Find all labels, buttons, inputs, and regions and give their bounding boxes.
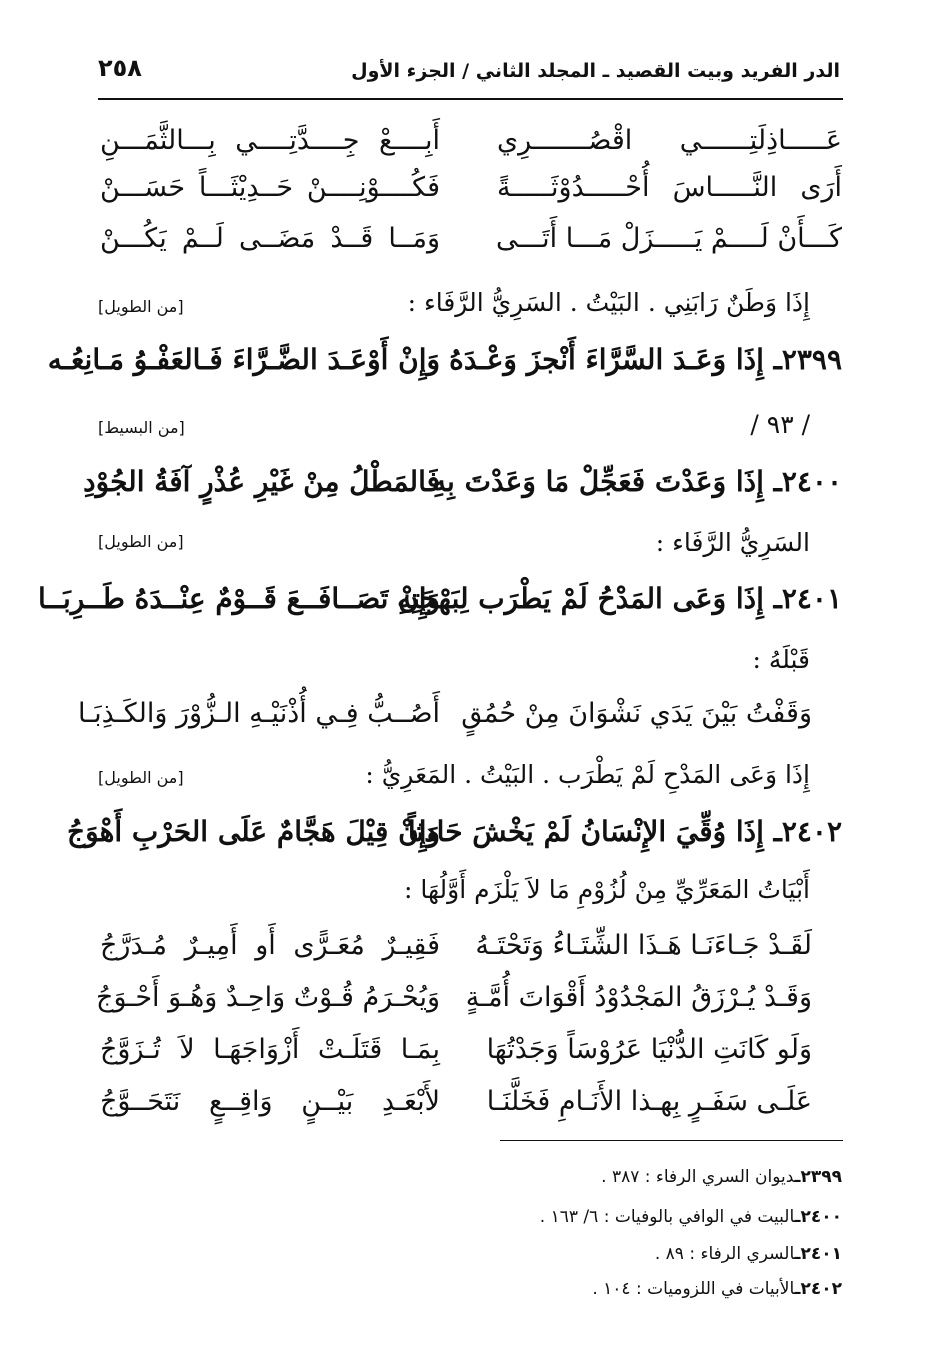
verse-right-hemistich: عَلَـى سَفَـرٍ بِهـذا الأَنَـامِ فَخَلَّنَـا — [486, 1086, 812, 1117]
intro-text: السَرِيُّ الرَّفَاء : — [655, 528, 810, 557]
verse-left-hemistich: وَإِنْ تَصَــافَــعَ قَــوْمٌ عِنْــدَهُ طَــرِبَــا — [38, 582, 440, 615]
footnote — [540, 1207, 842, 1227]
verse-left-hemistich: وَمَــا قَــدْ مَضَــى لَــمْ يَكُـــنْ — [100, 223, 440, 254]
verse-right-hemistich: لَقَـدْ جَـاءَنَـا هَـذَا الشِّتَـاءُ وَتَحْتَـهُ — [475, 930, 812, 961]
running-header-title: الدر الفريد وبيت القصيد ـ المجلد الثاني / الجزء الأول — [351, 60, 840, 82]
footnote — [601, 1167, 842, 1187]
footnote-divider — [500, 1140, 843, 1141]
page-number: ٢٥٨ — [98, 54, 142, 82]
verse-left-hemistich: أَبِــــعْ جِــــدَّتِــــي بِـــالثَّمَـــنِ — [100, 125, 440, 156]
verse-left-hemistich: فَكُــــوْنِــــنْ حَــدِيْثَـــاً حَسَـــنْ — [100, 172, 440, 203]
verse-left-hemistich: وَيُحْـرَمُ قُـوْتٌ وَاحِـدٌ وَهُـوَ أَحْـوَجُ — [96, 982, 440, 1013]
verse-left-hemistich: فَالمَطْلُ مِنْ غَيْرِ عُذْرٍ آفَةُ الجُوْدِ — [83, 465, 440, 498]
verse-left-hemistich: وَإِنْ قِيْلَ هَجَّامٌ عَلَى الحَرْبِ أَهْوَجُ — [67, 815, 440, 848]
meter-label: [من الطويل] — [98, 768, 184, 787]
meter-label: [من البسيط] — [98, 418, 185, 437]
verse-right-hemistich: أَرَى النَّـــــاسَ أُحْـــــدُوْثَـــــةً — [497, 172, 842, 203]
verse-right-hemistich: ٢٤٠٠ـ إِذَا وَعَدْتَ فَعَجِّلْ مَا وَعَدْتَ بِهِ — [432, 465, 842, 498]
footnote-number: ٢٤٠١ـ — [794, 1244, 842, 1264]
verse-right-hemistich: ٢٤٠١ـ إِذَا وَعَى المَدْحُ لَمْ يَطْرَب لِبَهْجَتِهِ — [397, 582, 842, 615]
verse-right-hemistich: ٢٣٩٩ـ إِذَا وَعَـدَ السَّرَّاءَ أَنْجزَ وَعْـدَهُ — [449, 343, 842, 376]
footnote-number: ٢٣٩٩ـ — [794, 1167, 842, 1187]
verse-right-hemistich: وَقَـدْ يُـرْزَقُ المَجْدُوْدُ أَقْوَاتَ أُمَّـةٍ — [465, 982, 812, 1013]
verse-right-hemistich: كَـــأَنْ لَــــمْ يَـــــزَلْ مَـــا أَتَـــى — [495, 223, 842, 254]
footnote-text: ديوان السري الرفاء : ٣٨٧ . — [601, 1167, 795, 1187]
meter-label: [من الطويل] — [98, 297, 184, 316]
footnote-text: الأبيات في اللزوميات : ١٠٤ . — [592, 1279, 795, 1299]
intro-text: إِذَا وَطَنٌ رَابَنِي . البَيْتُ . السَرِيُّ الرَّفَاء : — [407, 288, 810, 317]
intro-text: إِذَا وَعَى المَدْحِ لَمْ يَطْرَب . البَيْتُ . المَعَرِيُّ : — [365, 760, 810, 789]
page-reference: / ٩٣ / — [750, 410, 810, 439]
footnote — [592, 1279, 842, 1299]
verse-left-hemistich: فَقِيـرٌ مُعَـرًّى أَو أَمِيـرٌ مُـدَرَّجُ — [100, 930, 440, 961]
intro-text: قَبْلَهُ : — [752, 645, 810, 674]
footnote-text: السري الرفاء : ٨٩ . — [654, 1244, 795, 1264]
footnote-number: ٢٤٠٠ـ — [794, 1207, 842, 1227]
footnote-number: ٢٤٠٢ـ — [794, 1279, 842, 1299]
verse-right-hemistich: ٢٤٠٢ـ إِذَا وُقِّيَ الإِنْسَانُ لَمْ يَخْشَ حَادِثاً — [407, 815, 842, 848]
verse-right-hemistich: وَلَو كَانَتِ الدُّنْيَا عَرُوْسَاً وَجَدْتُهَا — [486, 1034, 812, 1065]
meter-label: [من الطويل] — [98, 532, 184, 551]
footnote-text: البيت في الوافي بالوفيات : ٦/ ١٦٣ . — [539, 1207, 795, 1227]
verse-right-hemistich: عَـــــاذِلَتِــــــي اقْصُـــــــرِي — [497, 125, 842, 156]
footnote — [655, 1244, 842, 1264]
header-divider — [98, 98, 843, 100]
verse-left-hemistich: بِمَـا قَتَلَـتْ أَزْوَاجَهَـا لاَ تُـزَوَّجُ — [100, 1034, 440, 1065]
verse-left-hemistich: لأَبْعَـدِ بَيْــنٍ وَاقِــعٍ نَتَحَــوَّجُ — [100, 1086, 440, 1117]
intro-text: أَبْيَاتُ المَعَرِّيِّ مِنْ لُزُوْمِ مَا لاَ يَلْزَم أَوَّلُهَا : — [404, 875, 810, 904]
verse-right-hemistich: وَقَفْتُ بَيْنَ يَدَي نَشْوَانَ مِنْ حُمُقٍ — [461, 698, 812, 729]
verse-left-hemistich: وَإِنْ أَوْعَـدَ الضَّـرَّاءَ فَـالعَفْـوُ مَـانِعُـه — [47, 343, 440, 376]
verse-left-hemistich: أَصُــبُّ فِـي أُذْنَيْـهِ الـزُّوْرَ وَالكَـذِبَـا — [77, 698, 440, 729]
